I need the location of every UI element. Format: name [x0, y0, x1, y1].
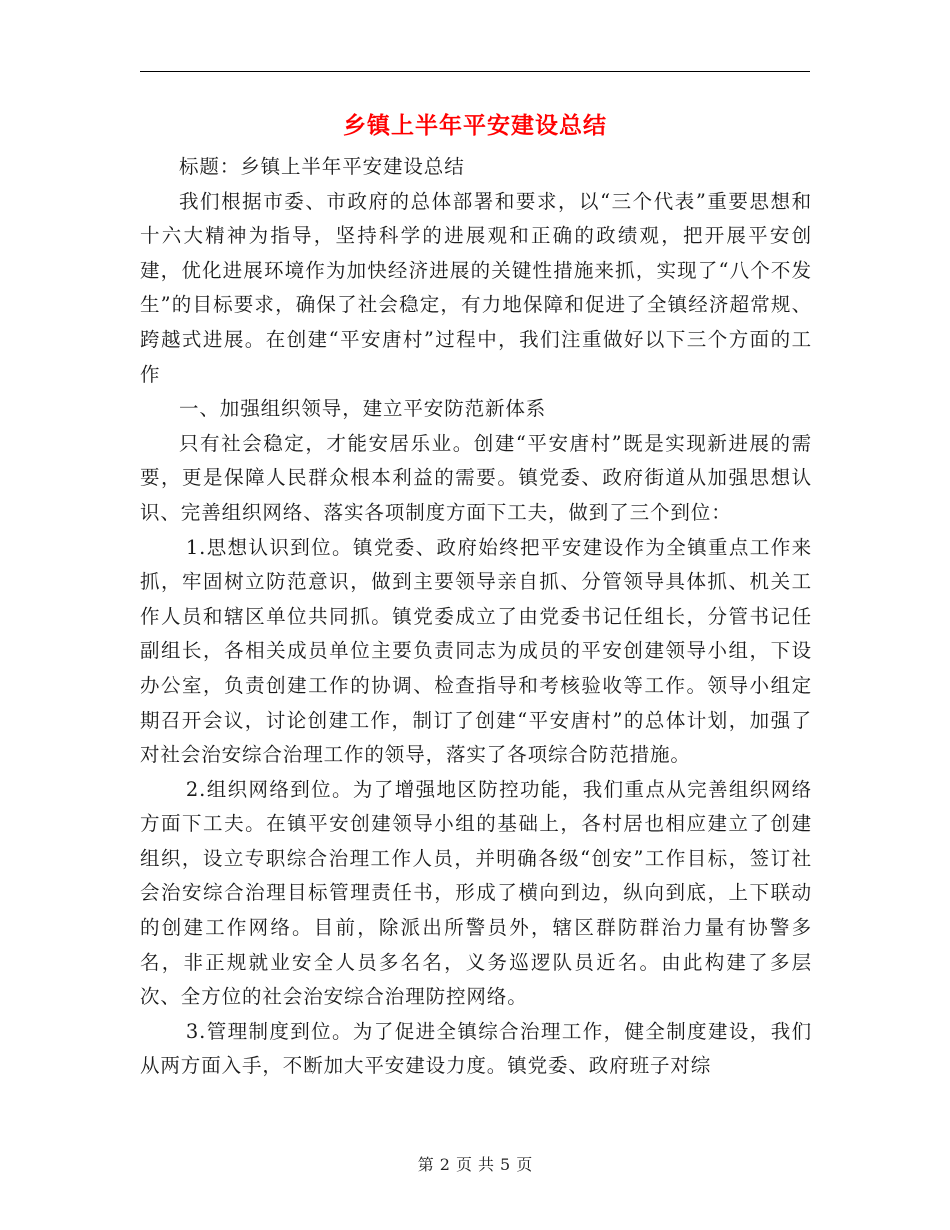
document-body — [140, 150, 812, 1084]
paragraph-heading-line: 标题：乡镇上半年平安建设总结 — [179, 155, 465, 178]
page-footer — [0, 1153, 950, 1177]
footer-total-pages: 5 — [500, 1155, 511, 1174]
header-rule — [140, 71, 810, 72]
paragraph-item-1: 1.思想认识到位。镇党委、政府始终把平安建设作为全镇重点工作来抓，牢固树立防范意识，做到主要领导亲自抓、分管领导具体抓、机关工作人员和辖区单位共同抓。镇党委成立了由党委书记任组长，分管书记任副组长，各相关成员单位主要负责同志为成员的平安创建领导小组，下设办公室，负责创建工作的协调、检查指导和考核验收等工作。领导小组定期召开会议，讨论创建工作，制订了创建“平安唐村”的总体计划，加强了对社会治安综合治理工作的领导，落实了各项综合防范措施。 — [140, 535, 812, 767]
paragraph-intro: 我们根据市委、市政府的总体部署和要求，以“三个代表”重要思想和十六大精神为指导，坚持科学的进展观和正确的政绩观，把开展平安创建，优化进展环境作为加快经济进展的关键性措施来抓，实现了“八个不发生”的目标要求，确保了社会稳定，有力地保障和促进了全镇经济超常规、跨越式进展。在创建“平安唐村”过程中，我们注重做好以下三个方面的工作 — [140, 189, 812, 386]
footer-label-di: 第 — [417, 1155, 434, 1174]
footer-page-number: 2 — [439, 1155, 450, 1174]
footer-label-gong: 共 — [478, 1155, 495, 1174]
footer-label-ye: 页 — [455, 1155, 472, 1174]
paragraph-item-3: 3.管理制度到位。为了促进全镇综合治理工作，健全制度建设，我们从两方面入手，不断加大平安建设力度。镇党委、政府班子对综 — [140, 1019, 812, 1078]
footer-label-ye2: 页 — [516, 1155, 533, 1174]
section-heading-one: 一、加强组织领导，建立平安防范新体系 — [179, 397, 547, 421]
document-title: 乡镇上半年平安建设总结 — [343, 112, 607, 139]
paragraph-section-one: 只有社会稳定，才能安居乐业。创建“平安唐村”既是实现新进展的需要，更是保障人民群众根本利益的需要。镇党委、政府街道从加强思想认识、完善组织网络、落实各项制度方面下工夫，做到了三个到位： — [140, 431, 812, 524]
paragraph-item-2: 2.组织网络到位。为了增强地区防控功能，我们重点从完善组织网络方面下工夫。在镇平安创建领导小组的基础上，各村居也相应建立了创建组织，设立专职综合治理工作人员，并明确各级“创安”工作目标，签订社会治安综合治理目标管理责任书，形成了横向到边，纵向到底，上下联动的创建工作网络。目前，除派出所警员外，辖区群防群治力量有协警多名，非正规就业安全人员多名名，义务巡逻队员近名。由此构建了多层次、全方位的社会治安综合治理防控网络。 — [140, 777, 812, 1009]
